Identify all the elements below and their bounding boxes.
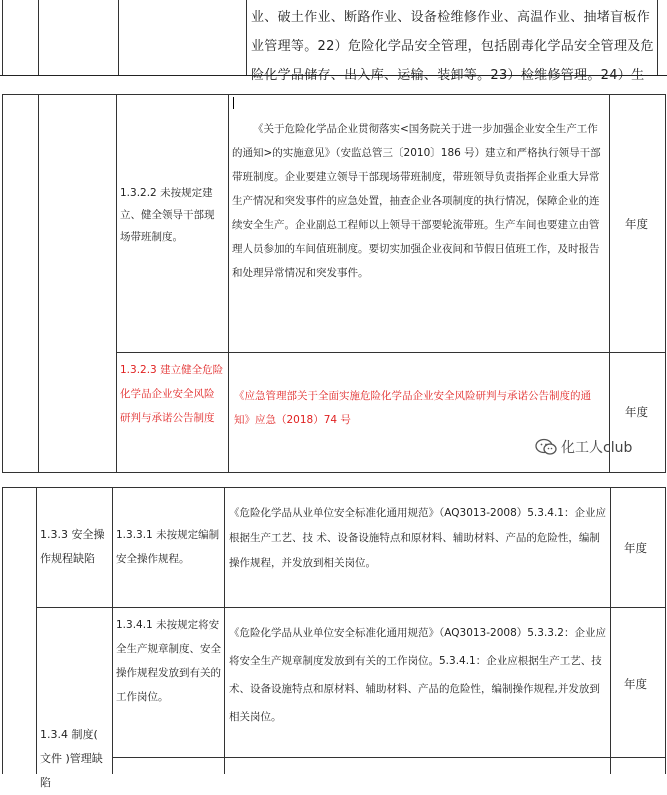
basis-1-3-2-2: [232, 117, 606, 285]
watermark-text: 化工人club: [561, 440, 633, 456]
item-1-3-4-1: 1.3.4.1 未按规定将安全生产规章制度、安全操作规程发放到有关的工作岗位。: [116, 619, 221, 703]
basis-1-3-3-1: 《危险化学品从业单位安全标准化通用规范》（AQ3013-2008）5.3.4.1：企业应根据生产工艺、技 术、设备设施特点和原材料、辅助材料、产品的危险性，编制操作规程，并发放到相关岗位。: [229, 507, 606, 569]
table-section-1-3-2: [0, 94, 667, 474]
item-1-3-3-1: 1.3.3.1 未按规定编制安全操作规程。: [116, 529, 220, 565]
text-line: 险化学品储存、出入库、运输、装卸等。23）检维修管理。24）生: [251, 68, 645, 83]
text-line: 业管理等。22）危险化学品安全管理，包括剧毒化学品安全管理及危: [251, 39, 654, 54]
category-1-3-4: 1.3.4 制度( 文件 )管理缺陷: [40, 728, 103, 789]
basis-title: 《关于危险化学品企业贯彻落实<国务院关于进一步加强企业安全生产工作的通知>的实施意见》（安监总管三〔2010〕186 号）: [232, 123, 598, 159]
frequency-1-3-2-3: 年度: [625, 405, 648, 419]
frequency-1-3-2-2: 年度: [625, 217, 648, 231]
table-section-1-3-3: [0, 487, 667, 789]
watermark: [535, 437, 632, 457]
basis-1-3-2-3: 《应急管理部关于全面实施危险化学品企业安全风险研判与承诺公告制度的通知》应急（2018）74 号: [234, 390, 591, 426]
frequency-1-3-4-1: 年度: [624, 677, 647, 691]
basis-body: 建立和严格执行领导干部带班制度。企业要建立领导干部现场带班制度，带班领导负责指挥企业重大异常生产情况和突发事件的应急处置，抽查企业各项制度的执行情况，保障企业的连续安全生产。企业副总工程师以上领导干部要轮流带班。生产车间也要建立由管理人员参加的车间值班制度。要切实加强企业夜间和节假日值班工作，及时报告和处理异常情况和突发事件。: [232, 147, 601, 279]
basis-text-continued: [251, 3, 656, 83]
wechat-icon: [535, 438, 557, 456]
item-1-3-2-3: 1.3.2.3 建立健全危险化学品企业安全风险研判与承诺公告制度: [120, 364, 224, 424]
category-1-3-3: 1.3.3 安全操作规程缺陷: [40, 528, 105, 565]
basis-1-3-4-1: 《危险化学品从业单位安全标准化通用规范》（AQ3013-2008）5.3.3.2：企业应将安全生产规章制度发放到有关的工作岗位。5.3.4.1：企业应根据生产工艺、技 术、设备设施特点和原材料、辅助材料、产品的危险性，编制操作规程,并发放到相关岗位。: [229, 627, 606, 723]
table-fragment-top: [0, 0, 667, 83]
item-1-3-2-2: 1.3.2.2 未按规定建立、健全领导干部现场带班制度。: [120, 187, 215, 243]
text-line: 业、破土作业、断路作业、设备检维修作业、高温作业、抽堵盲板作: [251, 10, 651, 25]
frequency-1-3-3-1: 年度: [624, 541, 647, 555]
